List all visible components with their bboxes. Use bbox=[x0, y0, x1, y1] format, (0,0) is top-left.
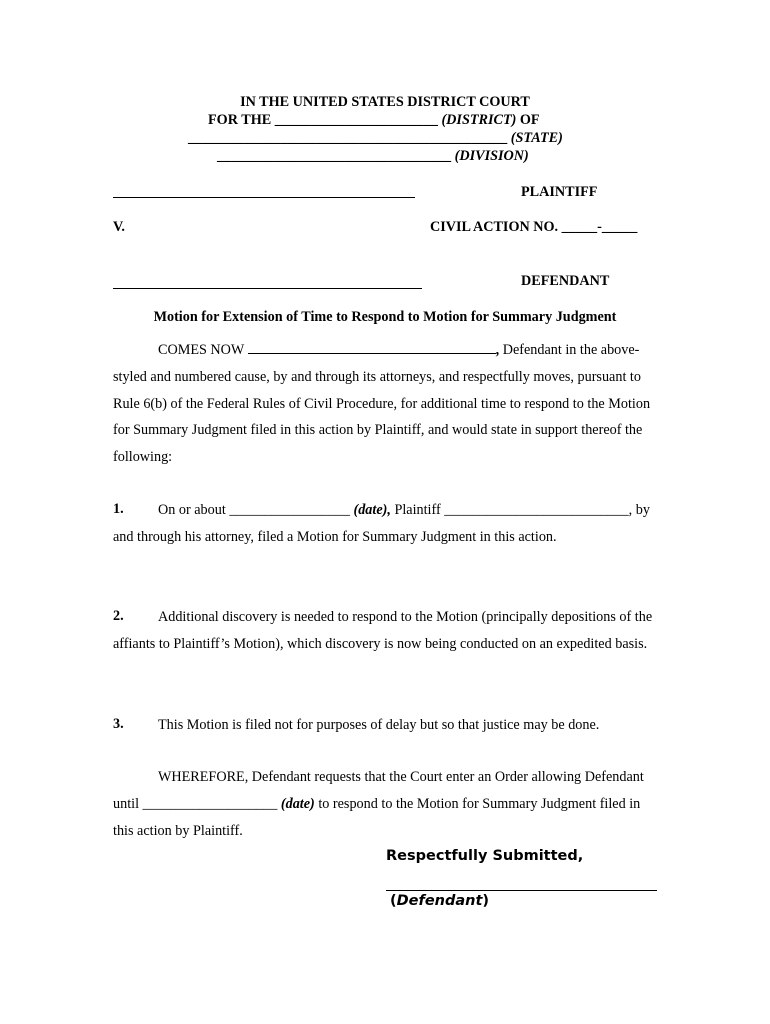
state-label: (STATE) bbox=[510, 130, 563, 146]
district-line bbox=[208, 112, 540, 129]
wherefore-text-b: to respond to the Motion for Summary Judgment filed in this action by Plaintiff. bbox=[113, 795, 641, 839]
for-the-label: FOR THE bbox=[208, 112, 272, 128]
state-line bbox=[188, 130, 563, 147]
intro-comma: , bbox=[495, 342, 500, 358]
party-open-paren: ( bbox=[390, 893, 397, 909]
item-2-text: Additional discovery is needed to respond to the Motion (principally depositions of the affiants to Plaintiff’s Motion), which discovery is now being conducted on an expedited basis. bbox=[113, 609, 653, 652]
division-label: (DIVISION) bbox=[454, 148, 529, 164]
district-label: (DISTRICT) bbox=[441, 112, 517, 128]
district-blank: _______________________ bbox=[274, 112, 438, 128]
item-1-number: 1. bbox=[113, 501, 124, 517]
intro-first-line bbox=[113, 337, 661, 364]
wherefore-paragraph bbox=[113, 764, 661, 844]
item-2-number: 2. bbox=[113, 608, 124, 624]
court-heading: IN THE UNITED STATES DISTRICT COURT bbox=[240, 94, 530, 110]
plaintiff-name-line bbox=[113, 197, 415, 198]
intro-first-line-rest: Defendant in the above- bbox=[499, 342, 640, 358]
signature-line bbox=[386, 890, 657, 891]
versus-label: V. bbox=[113, 219, 125, 235]
item-3-number: 3. bbox=[113, 716, 124, 732]
defendant-label: DEFENDANT bbox=[521, 273, 610, 289]
closing-respectfully-submitted: Respectfully Submitted, bbox=[386, 848, 584, 864]
of-label: OF bbox=[519, 112, 540, 128]
item-1-text-b: Plaintiff __________________________, by and through his attorney, filed a Motion for Summary Judgment in this action. bbox=[113, 502, 650, 545]
motion-title: Motion for Extension of Time to Respond to Motion for Summary Judgment bbox=[153, 309, 617, 325]
plaintiff-label: PLAINTIFF bbox=[521, 184, 598, 200]
intro-paragraph bbox=[113, 337, 661, 471]
division-line bbox=[217, 148, 529, 165]
signature-party-label bbox=[390, 893, 489, 909]
item-1-text-a: On or about _________________ bbox=[158, 502, 354, 518]
item-1-date-label: (date), bbox=[353, 502, 391, 518]
party-close-paren: ) bbox=[482, 893, 490, 909]
state-blank: _____________________________________________ bbox=[188, 130, 508, 146]
item-3-text: This Motion is filed not for purposes of delay but so that justice may be done. bbox=[158, 717, 600, 733]
defendant-name-blank bbox=[248, 341, 496, 354]
intro-rest: styled and numbered cause, by and through its attorneys, and respectfully moves, pursuant to Rule 6(b) of the Federal Rules of Civil Procedure, for additional time to respond to the Motion for Summary Judgment filed in this action by Plaintiff, and would state in support thereof the following: bbox=[113, 368, 651, 466]
comes-now-text: COMES NOW bbox=[158, 342, 245, 358]
item-1-text bbox=[113, 497, 661, 551]
wherefore-date-label: (date) bbox=[280, 795, 315, 812]
defendant-name-line bbox=[113, 288, 422, 289]
division-blank: _________________________________ bbox=[217, 148, 452, 164]
party-name: Defendant bbox=[396, 893, 483, 909]
civil-action-number: CIVIL ACTION NO. _____-_____ bbox=[430, 219, 638, 235]
wherefore-text-a: WHEREFORE, Defendant requests that the Court enter an Order allowing Defendant until ___________________ bbox=[113, 769, 644, 812]
